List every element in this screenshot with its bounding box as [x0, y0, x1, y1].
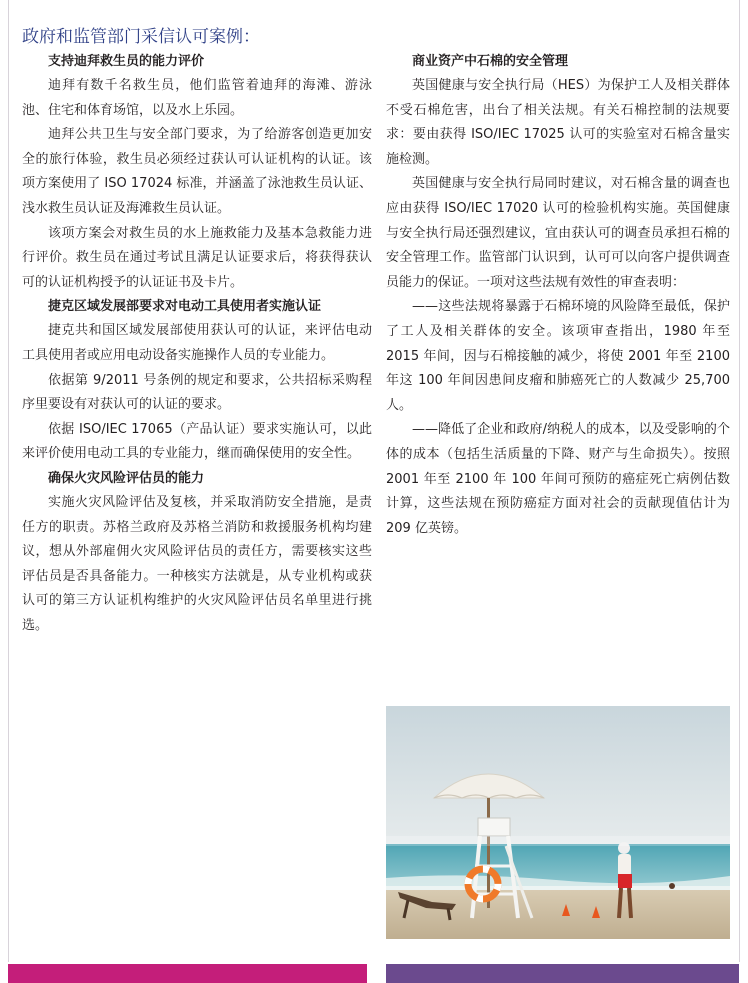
paragraph: 依据第 9/2011 号条例的规定和要求，公共招标采购程序里要设有对获认可的认证的要求。	[22, 372, 372, 413]
paragraph: 该项方案会对救生员的水上施救能力及基本急救能力进行评价。救生员在通过考试且满足认证要求后，将获得获认可的认证机构授予的认证证书及卡片。	[22, 225, 372, 290]
beach-scene-illustration	[386, 706, 730, 939]
beach-lifeguard-photo	[386, 706, 730, 939]
left-column	[22, 50, 372, 638]
footer-bar-right	[386, 964, 739, 983]
paragraph: 迪拜有数千名救生员，他们监管着迪拜的海滩、游泳池、住宅和体育场馆，以及水上乐园。	[22, 78, 372, 118]
paragraph: ——这些法规将暴露于石棉环境的风险降至最低，保护了工人及相关群体的安全。该项审查指出，1980 年至 2015 年间，因与石棉接触的减少，将使 2001 年至 2100 年这 100 年间因患间皮瘤和肺癌死亡的人数减少 25,700 人。	[386, 299, 730, 413]
section-heading-asbestos-management: 商业资产中石棉的安全管理	[412, 54, 569, 69]
paragraph: 英国健康与安全执行局（HES）为保护工人及相关群体不受石棉危害，出台了相关法规。有关石棉控制的法规要求：要由获得 ISO/IEC 17025 认可的实验室对石棉含量实施检测。	[386, 78, 730, 167]
page-border-right	[739, 0, 740, 962]
paragraph: 迪拜公共卫生与安全部门要求，为了给游客创造更加安全的旅行体验，救生员必须经过获认可认证机构的认证。该项方案使用了 ISO 17024 标准，并涵盖了泳池救生员认证、浅水救生员认证及海滩救生员认证。	[22, 127, 372, 216]
paragraph: 依据 ISO/IEC 17065（产品认证）要求实施认可，以此来评价使用电动工具的专业能力，继而确保使用的安全性。	[22, 421, 372, 462]
section-heading-fire-risk-assessors: 确保火灾风险评估员的能力	[48, 470, 205, 486]
page-border-left	[8, 0, 9, 962]
paragraph: ——降低了企业和政府/纳税人的成本，以及受影响的个体的成本（包括生活质量的下降、财产与生命损失）。按照 2001 年至 2100 年 100 年间可预防的癌症死亡病例估数计算，这些法规在预防癌症方面对社会的贡献现值估计为 209 亿英镑。	[386, 422, 730, 536]
footer-bar-left	[8, 964, 367, 983]
section-heading-dubai-lifeguards: 支持迪拜救生员的能力评价	[48, 54, 205, 69]
section-heading-czech-power-tools: 捷克区域发展部要求对电动工具使用者实施认证	[48, 299, 322, 315]
paragraph: 捷克共和国区域发展部使用获认可的认证，来评估电动工具使用者或应用电动设备实施操作人员的专业能力。	[22, 323, 372, 363]
page-title: 政府和监管部门采信认可案例：	[22, 27, 260, 47]
paragraph: 实施火灾风险评估及复核，并采取消防安全措施，是责任方的职责。苏格兰政府及苏格兰消防和救援服务机构均建议，想从外部雇佣火灾风险评估员的责任方，需要核实这些评估员是否具备能力。一种核实方法就是，从专业机构或获认可的第三方认证机构维护的火灾风险评估员名单里进行挑选。	[22, 494, 372, 633]
paragraph: 英国健康与安全执行局同时建议，对石棉含量的调查也应由获得 ISO/IEC 17020 认可的检验机构实施。英国健康与安全执行局还强烈建议，宜由获认可的调查员承担石棉的安全管理工作。监管部门认识到，认可可以向客户提供调查员能力的保证。一项对这些法规有效性的审查表明：	[386, 176, 730, 290]
right-column	[386, 50, 730, 541]
